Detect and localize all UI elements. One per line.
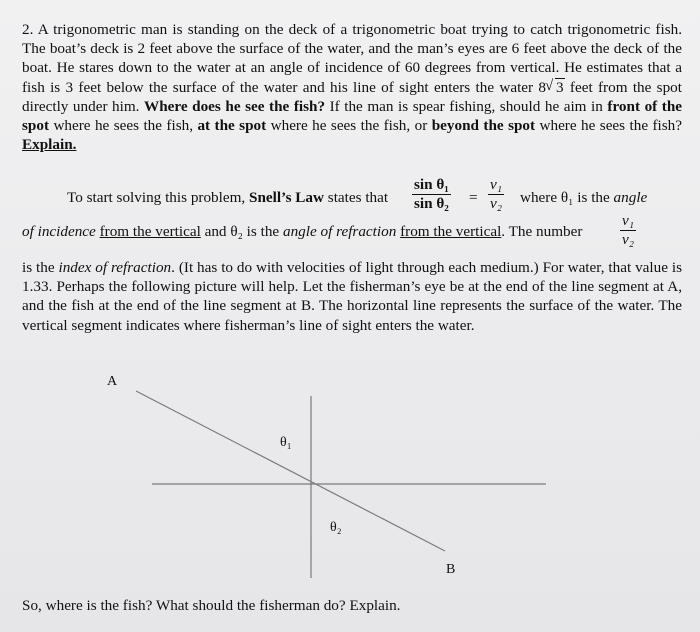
refraction-explanation: is the index of refraction. (It has to do with velocities of light through each medium.) For water, that value is 1.33. Perhaps the following picture will help. Let the fisherman’s eye be at the end of the line segment at A, and the fish at the end of the line segment at B. The horizontal line represents the surface of the water. The vertical segment indicates where fisherman’s line of sight enters the water. — [22, 259, 682, 334]
velocity-ratio: $\frac{\text{v₁}}{\text{v₂}}$ — [490, 176, 503, 212]
theta1-label: θ₁ — [280, 435, 292, 450]
index-of-refraction-term: index of refraction — [58, 259, 172, 276]
label-b: B — [446, 562, 456, 577]
refraction-diagram — [0, 360, 700, 590]
problem-number: 2. — [22, 21, 34, 38]
closing-question: So, where is the fish? What should the fisherman do? Explain. — [22, 597, 401, 614]
snells-law-term: Snell’s Law — [249, 189, 324, 206]
theta2-label: θ₂ — [330, 520, 342, 535]
explain-prompt: Explain. — [22, 136, 77, 154]
snells-law-section: To start solving this problem, Snell’s Law states that $\frac{\text{sin θ₁}}{\text{sin θ₂}}$ = $\frac{\text{v₁}}{\text{v₂}}$ where θ₁ is the angle of incidence from the vertical and θ₂ is the angle of refraction from the vertical. The number $\frac{\text{v₁}}{\text{v₂}}$ — [22, 176, 648, 248]
label-a: A — [107, 374, 118, 389]
index-ratio: $\frac{\text{v₁}}{\text{v₂}}$ — [622, 212, 635, 248]
question-where-fish: Where does he see the fish? — [144, 97, 326, 115]
sine-ratio: $\frac{\text{sin θ₁}}{\text{sin θ₂}}$ — [414, 176, 449, 212]
sqrt-symbol: √ 3 — [546, 78, 565, 97]
problem-statement: 2. A trigonometric man is standing on the deck of a trigonometric boat trying to catch trigonometric fish. The boat’s deck is 2 feet above the surface of the water, and the man’s eyes are 6 feet above the deck of the boat. He stares down to the water at an angle of incidence of 60 degrees from vertical. He estimates that a fish is 3 feet below the surface of the water and his line of sight enters the water 8√ 3 feet from the spot directly under him. Where does he see the fish? If the man is spear fishing, should he aim in front of the spot where he sees the fish, at the spot where he sees the fish, or beyond the spot where he sees the fish? Explain. — [22, 20, 682, 154]
line-of-sight-segment — [136, 391, 445, 551]
